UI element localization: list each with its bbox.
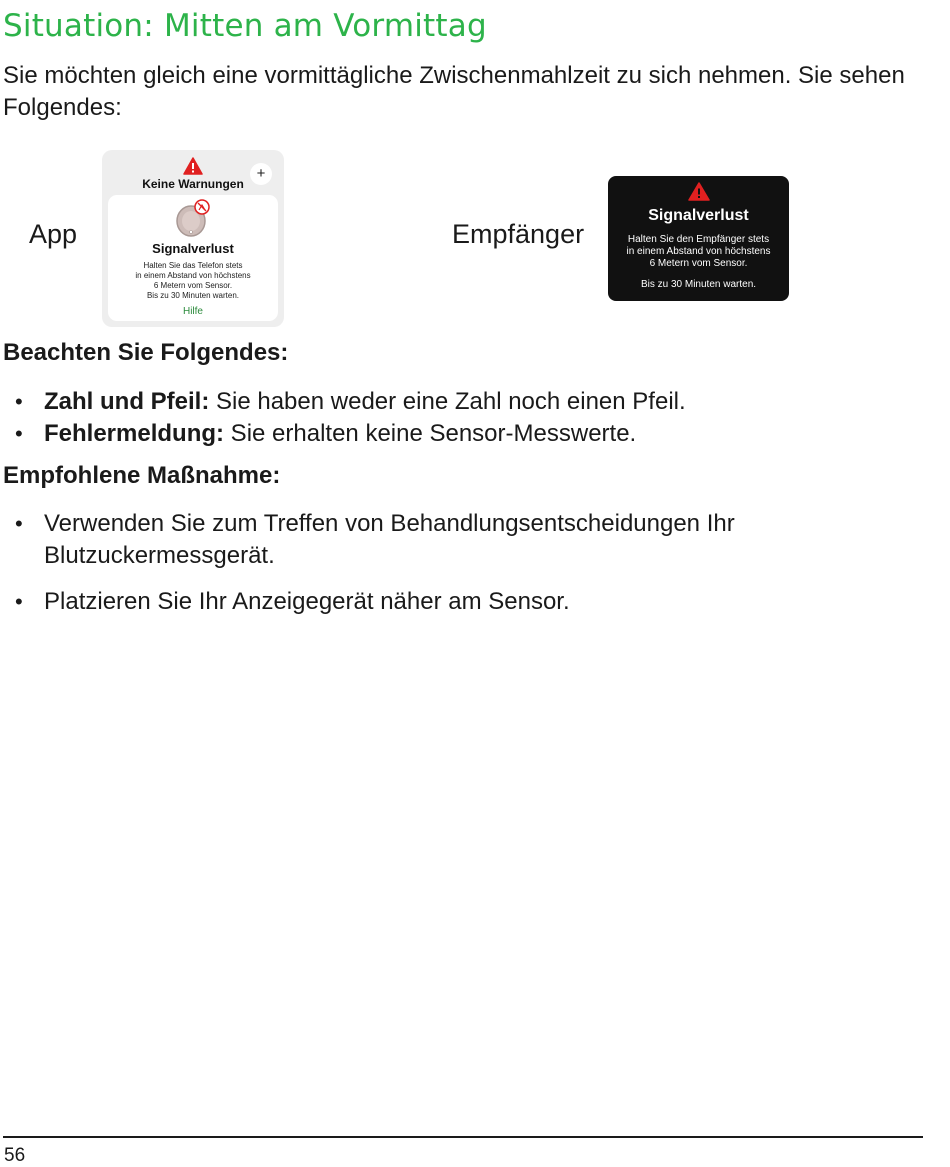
receiver-alert-screen: [608, 176, 789, 301]
receiver-alert-title: Signalverlust: [648, 207, 749, 224]
app-alert-body: Halten Sie das Telefon stets in einem Abstand von höchstens 6 Metern vom Sensor. Bis zu 30 Minuten warten.: [135, 261, 251, 300]
warning-icon: [183, 157, 203, 175]
page-number: 56: [4, 1145, 26, 1166]
list-item: • Zahl und Pfeil: Sie haben weder eine Zahl noch einen Pfeil.: [0, 386, 920, 418]
warning-icon: [688, 182, 710, 201]
help-link[interactable]: Hilfe: [182, 306, 203, 317]
footer-rule: [3, 1136, 923, 1138]
app-label: App: [29, 219, 78, 249]
sensor-signal-loss-icon: [175, 199, 211, 239]
receiver-label: Empfänger: [452, 219, 585, 249]
intro-text: Sie möchten gleich eine vormittägliche Zwischenmahlzeit zu sich nehmen. Sie sehen Folgendes:: [3, 62, 905, 121]
page-title: Situation: Mitten am Vormittag: [3, 8, 487, 44]
receiver-wait-text: Bis zu 30 Minuten warten.: [640, 279, 757, 290]
notes-list: [0, 386, 920, 450]
notes-heading: Beachten Sie Folgendes:: [3, 339, 289, 366]
actions-heading: Empfohlene Maßnahme:: [3, 462, 281, 489]
add-button[interactable]: +: [250, 163, 272, 185]
receiver-alert-body: Halten Sie den Empfänger stets in einem Abstand von höchstens 6 Metern vom Sensor.: [626, 234, 771, 269]
signal-loss-alert-card: [108, 195, 278, 321]
app-alert-title: Signalverlust: [152, 241, 234, 256]
no-alerts-title: Keine Warnungen: [142, 177, 244, 191]
list-item: • Verwenden Sie zum Treffen von Behandlungsentscheidungen Ihr Blutzuckermessgerät.: [0, 508, 764, 572]
list-item: • Fehlermeldung: Sie erhalten keine Sensor-Messwerte.: [0, 418, 920, 450]
actions-list: [0, 508, 920, 618]
list-item: • Platzieren Sie Ihr Anzeigegerät näher am Sensor.: [0, 586, 920, 618]
